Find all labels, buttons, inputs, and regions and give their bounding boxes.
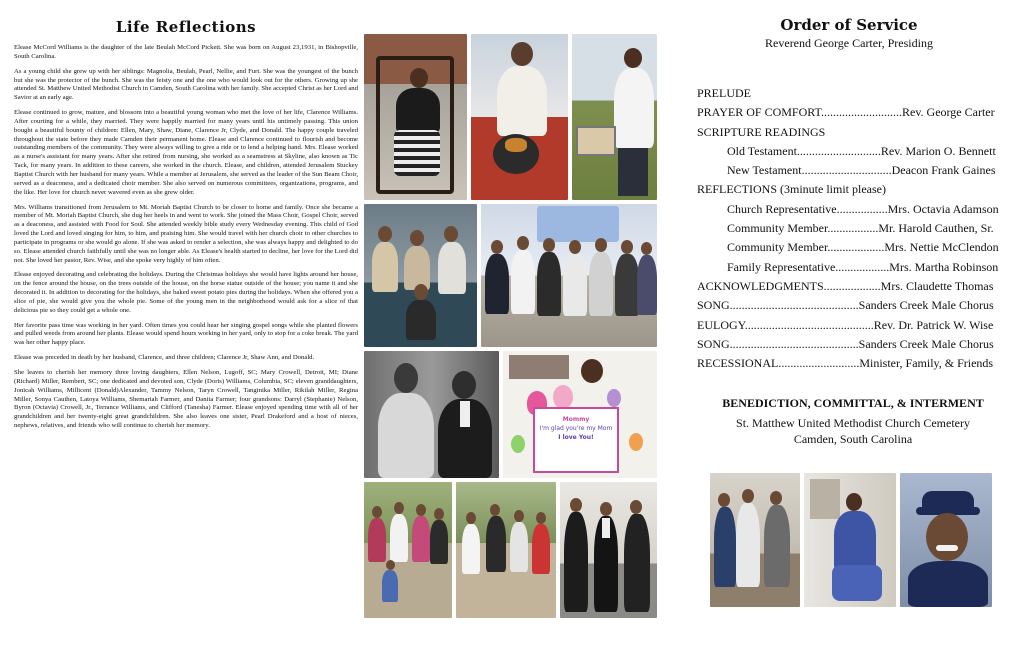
card-line-2: I'm glad you're my Mom [539, 425, 613, 432]
photo-yard-family [364, 482, 452, 618]
service-program [697, 84, 1009, 373]
life-paragraph-5: Elease enjoyed decorating and celebrating the holidays. During the Christmas holidays she would have lights around her house, on the fence around the house, on the trees outside of the house, on the horse statue outside of the house; you name it and she decorated it. In addition to decorating for the holidays, she baked sweet potato pies during the holidays. When she offered you a slice of pie, she would give you the whole pie. Some of the young men in the neighborhood would ask for a slice of that delicious pie so they could get a whole one. [14, 271, 358, 314]
program-prayer: PRAYER OF COMFORT...........................Rev. George Carter [697, 105, 995, 120]
card-line-1: Mommy [562, 416, 590, 423]
service-photos [710, 473, 992, 607]
life-paragraph-8: She leaves to cherish her memory three loving daughters, Ellen Nelson, Lugoff, SC; Mary Crowell, Detroit, MI; Diane (Richard) Miller, Rembert, SC; one dedicated and devoted son, Clyde (Doris) Williams, Columbia, SC; eleven granddaughters, Jonicah Williams, Millicent (Donald)Alexander, Tammy Nelson, Taryn Crowell, Tanginika Miller, Rikilah Miller, Regina Miller, Sonya Cauthen, Latoya Williams, Shemariah Farmer, and Danita Farmer; four grandsons: Darryl (Stephanie) Nelson, Byron (Octavia) Crowell, Jr., Terrance Williams, and Clifford (Tanesha) Farmer. Elease enjoyed spending time with all of her grandchildren and her twenty-eight great grandchildren. She also leaves one sister, Pearl Drakeford and a host of nieces, nephews, relatives, and friends who will continue to cherish her memory. [14, 369, 358, 430]
program-community-member-1: Community Member.................Mr. Harold Cauthen, Sr. [727, 221, 994, 236]
photo-collage [364, 34, 657, 618]
program-new-testament: New Testament..............................Deacon Frank Gaines [727, 163, 996, 178]
program-community-member-2: Community Member...................Mrs. Nettie McClendon [727, 240, 999, 255]
photo-vintage-couple [364, 351, 499, 478]
cemetery-city: Camden, South Carolina [793, 431, 913, 446]
photo-outdoor-cooking [572, 34, 657, 200]
program-family-rep: Family Representative..................Mrs. Martha Robinson [727, 259, 999, 274]
program-song-1: SONG...........................................Sanders Creek Male Chorus [697, 298, 994, 313]
program-reflections: REFLECTIONS (3minute limit please) [697, 182, 886, 197]
photo-seated-elder [804, 473, 896, 607]
photo-mothers-day-card [503, 351, 657, 478]
card-sign [533, 407, 619, 473]
photo-rocking-chair [364, 34, 467, 200]
cemetery-name: St. Matthew United Methodist Church Cemetery [736, 416, 970, 430]
program-song-2: SONG...........................................Sanders Creek Male Chorus [697, 336, 994, 351]
program-scripture: SCRIPTURE READINGS [697, 124, 826, 139]
life-paragraph-7: Elease was preceded in death by her husband, Clarence, and three children; Clarence Jr, Shaw Ann, and Donald. [14, 354, 315, 362]
life-paragraph-2: As a young child she grew up with her siblings: Magnolia, Beulah, Pearl, Nellie, and Furt. She was the youngest of the bunch but she was the protector of the bunch. She was the feisty one and the one who would look out for the others. Growing up she attended St. Matthew United Methodist Church in Camden, South Carolina with her family. She accepted Christ as her Lord and Savior at an early age. [14, 67, 358, 102]
life-paragraph-1: Elease McCord Williams is the daughter of the late Beulah McCord Pickett. She was born on August 23,1931, in Bishopville, South Carolina. [14, 44, 358, 60]
photo-family-group-large [481, 204, 657, 347]
program-recessional: RECESSIONAL...........................Minister, Family, & Friends [697, 356, 994, 371]
life-reflections-column [14, 18, 358, 437]
service-presiding: Reverend George Carter, Presiding [765, 36, 933, 50]
program-old-testament: Old Testament............................Rev. Marion O. Bennett [727, 143, 996, 158]
photo-porch-group [364, 204, 477, 347]
photo-yard-dance [456, 482, 556, 618]
life-reflections-title: Life Reflections [115, 18, 257, 36]
benediction-section [690, 396, 1016, 447]
life-paragraph-6: Her favorite pass time was working in her yard. Often times you could hear her singing gospel songs while she planted flowers and pulled weeds from around her plants. Elease would spend hours working in her yard, only to stop for a coke break. The yard was her other happy place. [14, 321, 358, 347]
life-paragraph-3: Elease continued to grow, mature, and blossom into a beautiful young woman who met the love of her life, Clarence Williams. After courting for a while, they married. They were happily married for many years until his untimely passing. This union bought a beautiful bounty of children: Ellen, Mary, Shaw, Diane, Clarence Jr, Clyde, and Donald. The happy couple traveled throughout the state before they made Camden their permanent home. Elease and Clarence continued to flourish and become outstanding members of the community. They were always willing to give a ride or to lend a helping hand. Mrs. Elease worked as a nurse's assistant for many years. After she retired from nursing, she worked as a seamstress at Skyline, also known as Tic Tack, for many years. In addition to these careers, she worked in the church. Elease, and children, attended Jerusalem Stuckey Baptist Church with her husband for many years. While a member at Jerusalem, she served as the leader of the Sun Beam Choir, served as a deaconess, and a dedicated choir member. She also served on numerous committees, organizations, programs, and the like. Her love for church never wavered even as she grew older. [14, 109, 358, 196]
benediction-title: BENEDICTION, COMMITTAL, & INTERMENT [722, 396, 984, 410]
photo-grilling [471, 34, 568, 200]
program-acknowledgments: ACKNOWLEDGMENTS...................Mrs. Claudette Thomas [697, 278, 994, 293]
order-of-service-header [684, 16, 1014, 51]
program-church-rep: Church Representative.................Mrs. Octavia Adamson [727, 201, 999, 216]
photo-portrait-hat [900, 473, 992, 607]
life-paragraph-4: Mrs. Williams transitioned from Jerusalem to Mt. Moriah Baptist Church to be closer to home and family. Once she became a member of Mt. Moriah Baptist Church, she dug her heels in and went to work. She joined the Mass Choir, Gospel Choir, served as a deaconess, and assisted with Food for Soul. She attended weekly bible study every Wednesday evening. This child of God loved the Lord and loved singing for him, to him, and praising him. She would travel with her church choir to other churches to participate in programs or she would go alone. If she was asked to render a selection, she was always happy and delighted to do so. Elease attended church faithfully until she was no longer able. As Elease's health started to decline, her love for the Lord did not. She loved her pastor, Rev. Wise, and she spoke very highly of him often. [14, 203, 358, 264]
service-title: Order of Service [780, 16, 918, 34]
photo-family-indoors [710, 473, 800, 607]
card-line-3: I love You! [558, 434, 594, 441]
photo-group-black-attire [560, 482, 657, 618]
program-prelude: PRELUDE [697, 86, 751, 100]
program-eulogy: EULOGY...........................................Rev. Dr. Patrick W. Wise [697, 317, 994, 332]
